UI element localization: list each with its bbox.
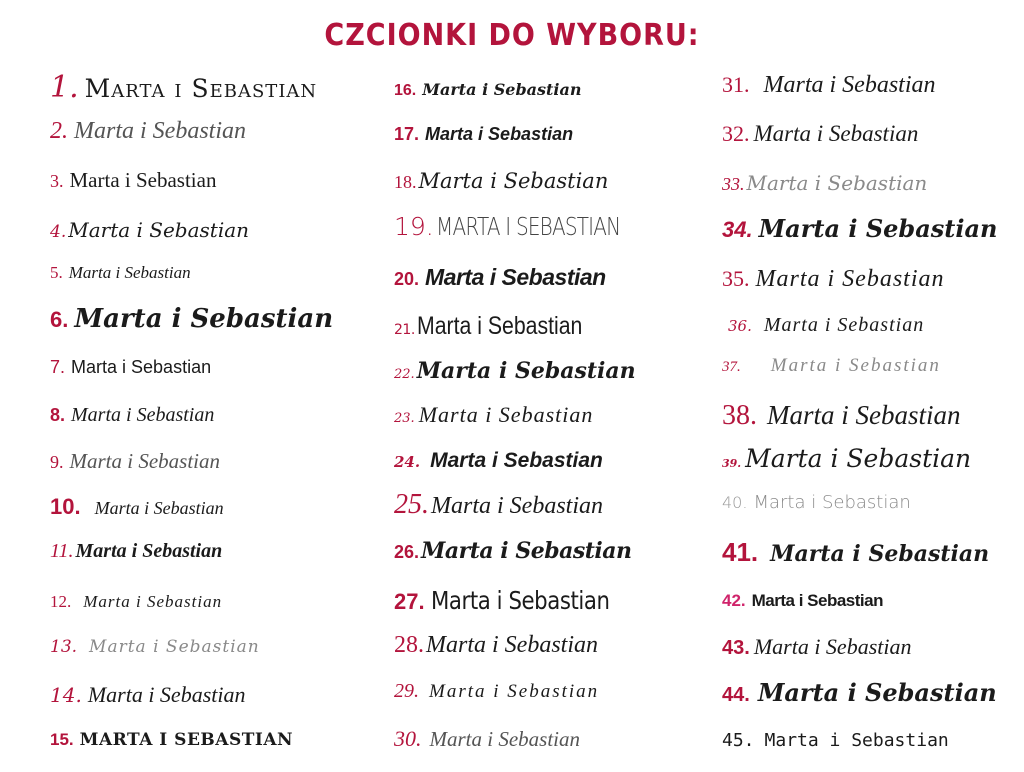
- font-option-32[interactable]: [722, 121, 918, 147]
- font-number: 32.: [722, 121, 750, 146]
- font-option-43[interactable]: [722, 634, 911, 660]
- font-sample: Marta i Sebastian: [764, 730, 949, 751]
- font-option-36[interactable]: [722, 314, 924, 337]
- font-sample: Marta i Sebastian: [746, 171, 928, 195]
- font-sample: Marta i Sebastian: [416, 312, 583, 340]
- font-option-2[interactable]: [50, 118, 246, 145]
- font-sample: Marta i Sebastian: [68, 263, 191, 282]
- font-option-5[interactable]: [50, 263, 191, 283]
- font-number: 16.: [394, 82, 417, 99]
- font-sample: Marta i Sebastian: [84, 74, 318, 103]
- font-number: 13.: [50, 637, 78, 657]
- font-sample: Marta i Sebastian: [416, 358, 636, 384]
- font-number: 43.: [722, 637, 750, 659]
- font-sample: Marta i Sebastian: [753, 492, 911, 513]
- font-option-18[interactable]: [394, 169, 608, 193]
- font-option-38[interactable]: [722, 400, 961, 432]
- font-option-22[interactable]: [394, 358, 636, 384]
- font-option-7[interactable]: [50, 357, 211, 378]
- font-number: 27.: [394, 589, 425, 614]
- font-number: 6.: [50, 307, 69, 332]
- font-option-41[interactable]: [722, 537, 989, 568]
- font-number: 4.: [50, 222, 67, 242]
- font-option-14[interactable]: [50, 682, 245, 708]
- font-sample: MARTA I SEBASTIAN: [79, 730, 294, 750]
- font-option-34[interactable]: [722, 214, 997, 243]
- font-number: 34.: [722, 217, 753, 242]
- font-sample: Marta i Sebastian: [753, 634, 912, 659]
- font-sample: Marta i Sebastian: [89, 637, 260, 657]
- font-sample: Marta i Sebastian: [74, 118, 246, 144]
- font-number: 23.: [394, 411, 415, 426]
- font-sample: MARTA I SEBASTIAN: [435, 212, 621, 241]
- font-number: 8.: [50, 405, 66, 425]
- font-option-27[interactable]: [394, 586, 641, 615]
- font-number: 11.: [50, 540, 74, 562]
- font-number: 30.: [394, 726, 422, 751]
- font-option-16[interactable]: [394, 80, 582, 100]
- font-option-40[interactable]: [722, 492, 911, 513]
- font-sample: Marta i Sebastian: [418, 402, 594, 427]
- font-option-12[interactable]: [50, 592, 222, 612]
- font-sample: Marta i Sebastian: [418, 169, 609, 193]
- font-option-37[interactable]: [722, 355, 941, 377]
- page-title: CZCIONKI DO WYBORU:: [324, 18, 700, 53]
- font-number: 14.: [50, 683, 82, 707]
- font-number: 26.: [394, 542, 420, 562]
- font-number: 44.: [722, 684, 750, 706]
- font-sample: Marta i Sebastian: [770, 355, 941, 376]
- font-option-13[interactable]: [50, 637, 260, 657]
- font-number: 19.: [394, 212, 434, 241]
- font-option-35[interactable]: [722, 266, 945, 293]
- font-number: 31.: [722, 72, 750, 97]
- font-option-11[interactable]: [50, 540, 222, 563]
- font-option-23[interactable]: [394, 402, 593, 428]
- font-option-24[interactable]: [394, 449, 603, 473]
- font-option-9[interactable]: [50, 449, 220, 474]
- font-option-39[interactable]: [722, 444, 971, 473]
- font-sample: Marta i Sebastian: [430, 586, 610, 615]
- font-number: 35.: [722, 266, 750, 291]
- font-option-20[interactable]: [394, 264, 606, 291]
- font-option-45[interactable]: [722, 730, 949, 751]
- font-option-33[interactable]: [722, 171, 927, 195]
- font-sample: Marta i Sebastian: [431, 493, 603, 519]
- font-sample: Marta i Sebastian: [425, 124, 574, 144]
- font-number: 18.: [394, 172, 417, 192]
- font-number: 3.: [50, 171, 64, 191]
- font-sample: Marta i Sebastian: [767, 400, 961, 430]
- font-option-1[interactable]: [50, 70, 317, 105]
- font-sample: Marta i Sebastian: [87, 682, 246, 707]
- font-number: 12.: [50, 592, 72, 611]
- font-option-10[interactable]: [50, 494, 224, 520]
- font-option-25[interactable]: [394, 489, 603, 521]
- font-option-42[interactable]: [722, 591, 883, 611]
- font-number: 38.: [722, 400, 757, 431]
- font-number: 9.: [50, 452, 64, 472]
- font-sample: Marta i Sebastian: [426, 632, 598, 658]
- font-sample: Marta i Sebastian: [422, 80, 582, 99]
- font-option-17[interactable]: [394, 124, 573, 145]
- font-option-26[interactable]: [394, 538, 632, 564]
- font-number: 33.: [722, 174, 745, 194]
- font-number: 39.: [722, 457, 742, 470]
- font-number: 15.: [50, 730, 74, 749]
- font-option-21[interactable]: [394, 312, 611, 341]
- font-option-15[interactable]: [50, 730, 293, 750]
- font-number: 36.: [728, 317, 752, 335]
- font-option-28[interactable]: [394, 632, 598, 659]
- font-option-19[interactable]: [394, 212, 666, 241]
- font-sample: Marta i Sebastian: [753, 121, 919, 146]
- font-sample: Marta i Sebastian: [755, 266, 945, 292]
- font-number: 25.: [394, 489, 429, 520]
- font-number: 41.: [722, 537, 759, 567]
- font-sample: Marta i Sebastian: [430, 449, 603, 472]
- font-option-6[interactable]: [50, 304, 333, 334]
- font-sample: Marta i Sebastian: [75, 540, 223, 562]
- font-sample: Marta i Sebastian: [745, 444, 972, 473]
- font-sample: Marta i Sebastian: [421, 538, 632, 564]
- font-sample: Marta i Sebastian: [74, 304, 334, 334]
- font-number: 20.: [394, 269, 420, 289]
- font-option-3[interactable]: [50, 168, 216, 193]
- font-number: 45.: [722, 730, 755, 751]
- font-number: 1.: [50, 70, 79, 105]
- font-sample: Marta i Sebastian: [763, 314, 925, 336]
- font-option-8[interactable]: [50, 404, 214, 427]
- font-sample: Marta i Sebastian: [757, 678, 997, 707]
- font-option-44[interactable]: [722, 678, 997, 707]
- font-sample: Marta i Sebastian: [763, 72, 936, 98]
- font-sample: Marta i Sebastian: [69, 168, 217, 192]
- font-sample: Marta i Sebastian: [751, 591, 883, 610]
- font-sample: Marta i Sebastian: [425, 264, 606, 290]
- font-sample: Marta i Sebastian: [429, 681, 600, 702]
- font-number: 5.: [50, 263, 63, 282]
- font-sample: Marta i Sebastian: [83, 592, 223, 611]
- font-option-31[interactable]: [722, 72, 936, 99]
- font-sample: Marta i Sebastian: [429, 727, 580, 751]
- font-sample: Marta i Sebastian: [94, 498, 224, 518]
- font-number: 22.: [394, 367, 415, 382]
- font-option-29[interactable]: [394, 680, 599, 703]
- font-sample: Marta i Sebastian: [71, 404, 215, 426]
- font-number: 24.: [394, 453, 421, 471]
- font-number: 10.: [50, 494, 81, 519]
- font-sample: Marta i Sebastian: [71, 357, 212, 377]
- font-option-4[interactable]: [50, 218, 249, 242]
- font-number: 29.: [394, 680, 419, 702]
- font-sample: Marta i Sebastian: [758, 214, 998, 243]
- font-number: 37.: [722, 359, 741, 375]
- font-sample: Marta i Sebastian: [770, 541, 990, 567]
- font-number: 7.: [50, 357, 66, 377]
- font-number: 28.: [394, 632, 424, 658]
- font-sample: Marta i Sebastian: [69, 449, 220, 473]
- font-number: 42.: [722, 591, 746, 610]
- font-option-30[interactable]: [394, 726, 580, 752]
- font-sample: Marta i Sebastian: [68, 218, 250, 242]
- font-number: 40.: [722, 493, 748, 512]
- font-number: 21.: [394, 322, 415, 338]
- font-number: 2.: [50, 118, 68, 144]
- font-number: 17.: [394, 124, 420, 144]
